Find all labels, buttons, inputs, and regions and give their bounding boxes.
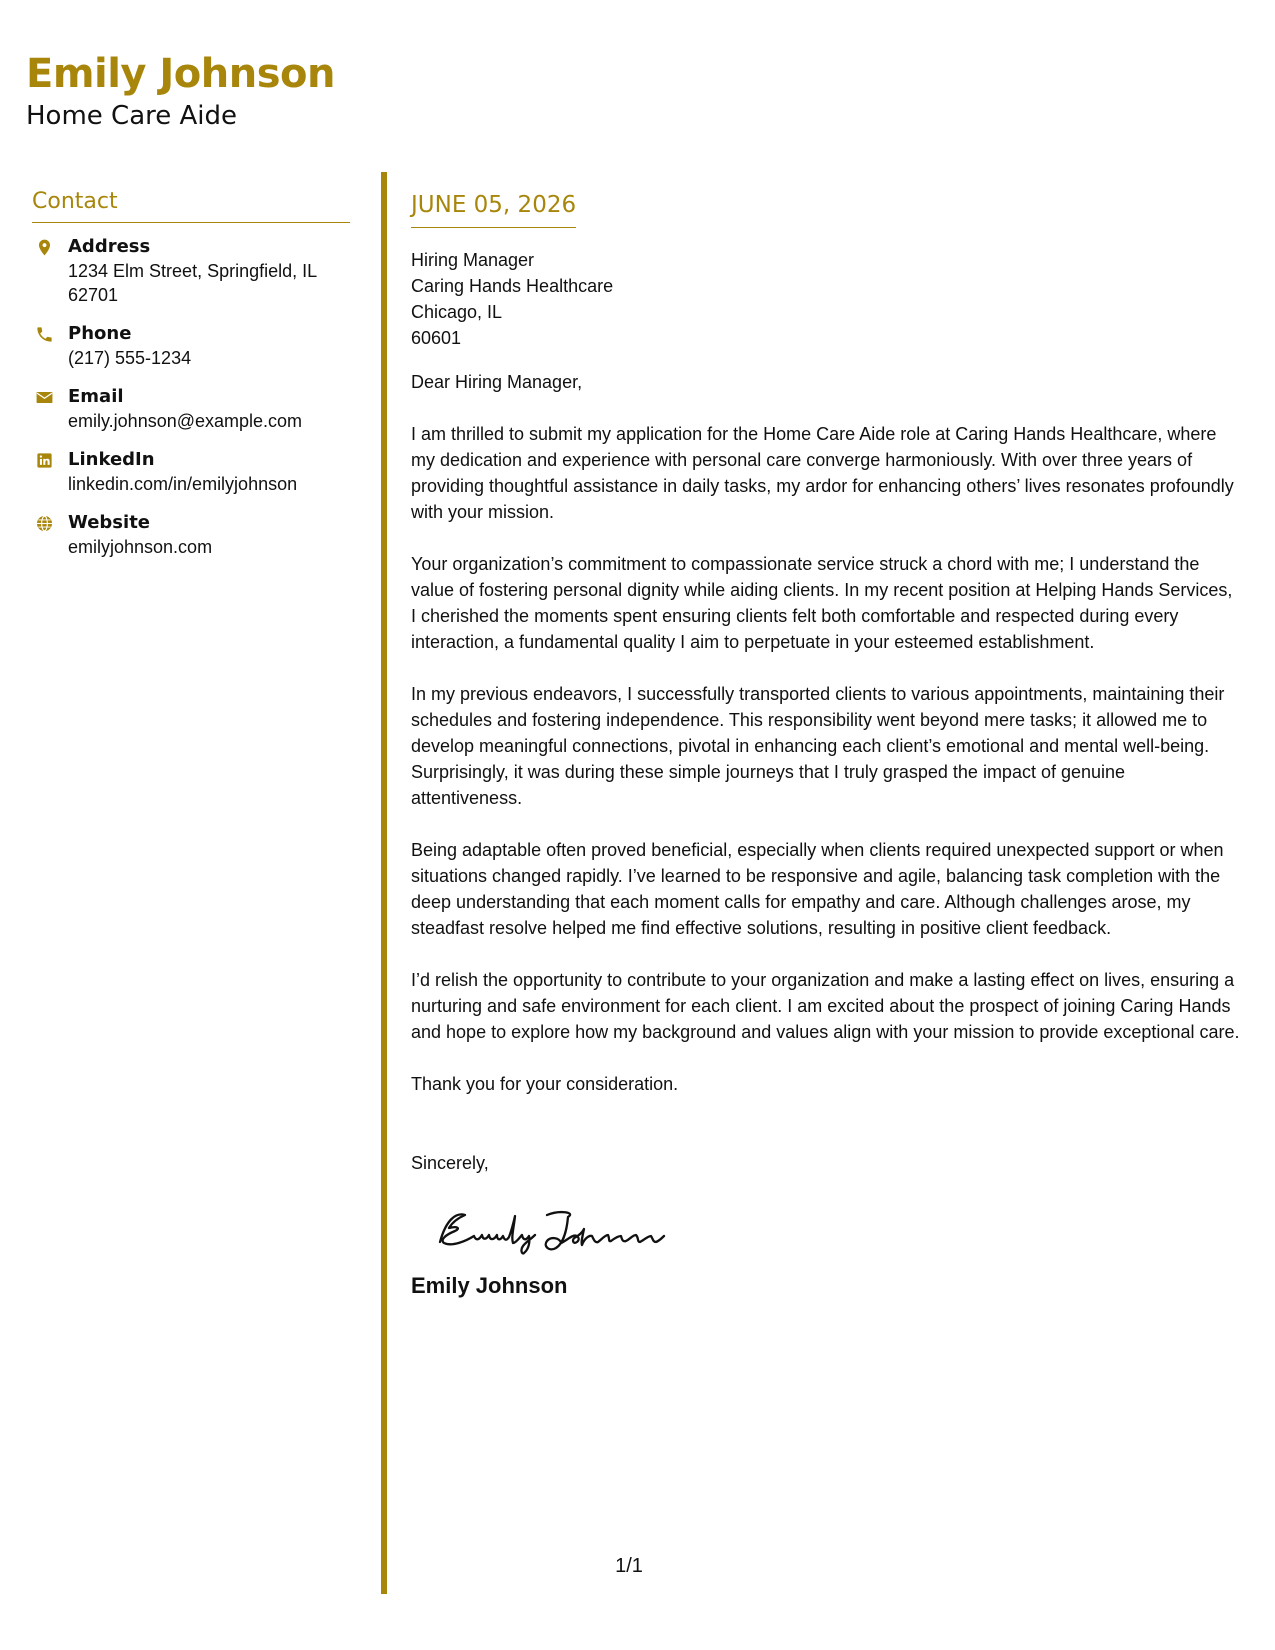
contact-label: Phone — [68, 323, 132, 344]
contact-list — [32, 235, 350, 559]
linkedin-icon — [34, 450, 54, 470]
header — [26, 50, 335, 132]
body-paragraph: In my previous endeavors, I successfully transported clients to various appointments, maintaining their schedules and fostering independence. This responsibility went beyond mere tasks; it allowed me to develop meaningful connections, pivotal in enhancing each client’s emotional and mental well-being. Surprisingly, it was during these simple journeys that I truly grasped the impact of genuine attentiveness. — [411, 684, 1225, 808]
phone-icon — [34, 324, 54, 344]
thanks-line: Thank you for your consideration. — [411, 1074, 679, 1094]
recipient-line: Chicago, IL — [411, 302, 503, 322]
contact-label: Website — [68, 512, 151, 533]
body-paragraph: I am thrilled to submit my application for the Home Care Aide role at Caring Hands Healthcare, where my dedication and experience with personal care converge harmoniously. With over three years of providing thoughtful assistance in daily tasks, my ardor for enhancing others’ lives resonates profoundly with your mission. — [411, 424, 1234, 522]
recipient-line: 60601 — [411, 328, 462, 348]
linkedin-value: linkedin.com/in/emilyjohnson — [68, 474, 298, 494]
candidate-name: Emily Johnson — [26, 51, 336, 97]
contact-item-address — [32, 235, 350, 307]
phone-value: (217) 555-1234 — [68, 348, 192, 368]
contact-phone-text — [68, 322, 338, 370]
map-pin-icon — [34, 237, 54, 257]
recipient-line: Hiring Manager — [411, 250, 535, 270]
contact-email-text — [68, 385, 338, 433]
body-paragraph: Being adaptable often proved beneficial, especially when clients required unexpected support or when situations changed rapidly. I’ve learned to be responsive and agile, balancing task completion with the deep understanding that each moment calls for empathy and care. Although challenges arose, my steadfast resolve helped me find effective solutions, resulting in positive client feedback. — [411, 840, 1224, 938]
closing: Sincerely, — [411, 1153, 489, 1173]
handwritten-signature — [427, 1198, 667, 1258]
body-paragraph: Your organization’s commitment to compassionate service struck a chord with me; I understand the value of fostering personal dignity while aiding clients. In my recent position at Helping Hands Services, I cherished the moments spent ensuring clients felt both comfortable and respected during every interaction, a fundamental quality I aim to perpetuate in your esteemed establishment. — [411, 554, 1233, 652]
contact-label: Address — [68, 236, 151, 257]
contact-label: Email — [68, 386, 124, 407]
letter-date: JUNE 05, 2026 — [411, 190, 576, 228]
recipient-line: Caring Hands Healthcare — [411, 276, 614, 296]
recipient-block — [411, 247, 1241, 351]
job-title: Home Care Aide — [26, 101, 238, 131]
website-value: emilyjohnson.com — [68, 537, 213, 557]
salutation: Dear Hiring Manager, — [411, 372, 583, 392]
contact-item-phone — [32, 322, 350, 370]
contact-heading: Contact — [32, 188, 350, 223]
cover-letter-body — [411, 190, 1241, 1300]
vertical-divider — [381, 172, 387, 1594]
signature-name: Emily Johnson — [411, 1273, 568, 1298]
contact-item-linkedin — [32, 448, 350, 496]
page-number: 1/1 — [615, 1555, 643, 1577]
body-paragraph: I’d relish the opportunity to contribute to your organization and make a lasting effect on lives, ensuring a nurturing and safe environment for each client. I am excited about the prospect of joining Caring Hands and hope to explore how my background and values align with your mission to provide exceptional care. — [411, 970, 1240, 1042]
contact-address-text — [68, 235, 338, 307]
contact-website-text — [68, 511, 338, 559]
contact-label: LinkedIn — [68, 449, 155, 470]
envelope-icon — [34, 387, 54, 407]
email-value: emily.johnson@example.com — [68, 411, 303, 431]
globe-icon — [34, 513, 54, 533]
contact-linkedin-text — [68, 448, 338, 496]
contact-item-website — [32, 511, 350, 559]
contact-sidebar — [32, 188, 350, 574]
address-value: 1234 Elm Street, Springfield, IL 62701 — [68, 261, 317, 305]
contact-item-email — [32, 385, 350, 433]
